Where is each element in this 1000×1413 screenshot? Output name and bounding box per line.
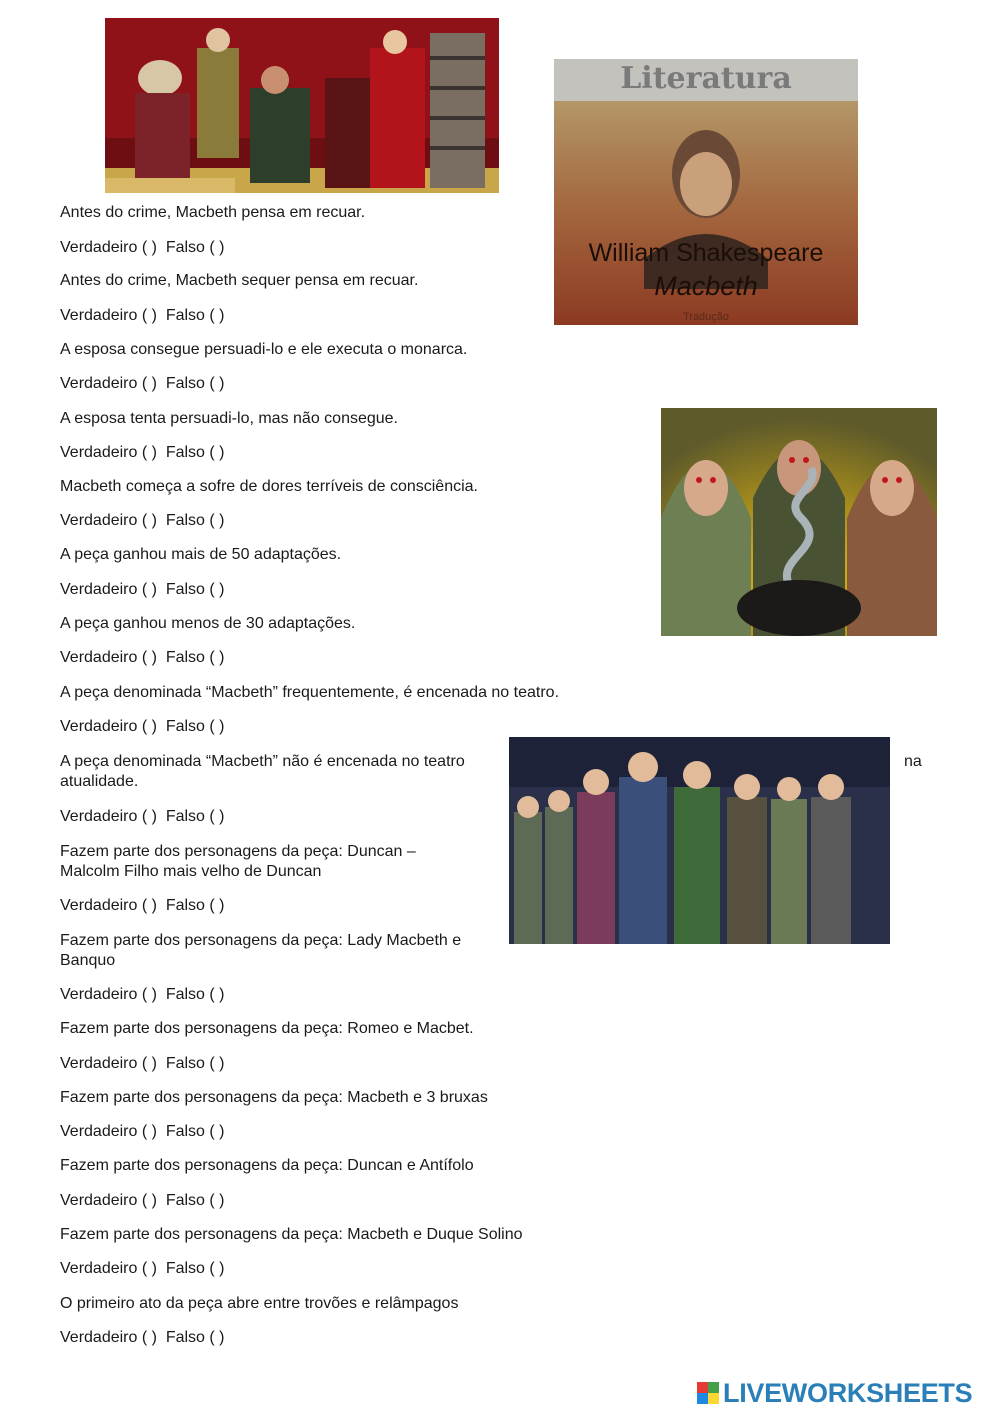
cover-footer-text: Tradução (682, 311, 730, 323)
question-statement: A peça denominada “Macbeth” não é encenada no teatro (60, 753, 465, 770)
question-answer-options[interactable]: Verdadeiro ( ) Falso ( ) (60, 718, 225, 735)
question-statement: Fazem parte dos personagens da peça: Lady Macbeth e (60, 932, 462, 949)
question-statement: Antes do crime, Macbeth sequer pensa em recuar. (60, 272, 419, 289)
question-answer-options[interactable]: Verdadeiro ( ) Falso ( ) (60, 897, 225, 914)
book-cover (554, 59, 858, 325)
question-statement: Fazem parte dos personagens da peça: Romeo e Macbet. (60, 1020, 474, 1037)
question-statement-line2: Banquo (60, 952, 116, 969)
cover-banner-text: Literatura (620, 61, 792, 96)
question-statement: Macbeth começa a sofre de dores terríveis de consciência. (60, 478, 478, 495)
question-statement-line2: Malcolm Filho mais velho de Duncan (60, 863, 322, 880)
liveworksheets-logo-icon (697, 1382, 719, 1404)
question-answer-options[interactable]: Verdadeiro ( ) Falso ( ) (60, 239, 225, 256)
question-answer-options[interactable]: Verdadeiro ( ) Falso ( ) (60, 1260, 225, 1277)
witches-illustration (661, 408, 937, 636)
question-statement: Fazem parte dos personagens da peça: Macbeth e Duque Solino (60, 1226, 523, 1243)
question-statement-end: na (904, 753, 922, 770)
question-statement: Fazem parte dos personagens da peça: Macbeth e 3 bruxas (60, 1089, 488, 1106)
theater-photo (105, 18, 499, 193)
question-statement: Fazem parte dos personagens da peça: Duncan e Antífolo (60, 1157, 474, 1174)
question-answer-options[interactable]: Verdadeiro ( ) Falso ( ) (60, 512, 225, 529)
question-answer-options[interactable]: Verdadeiro ( ) Falso ( ) (60, 1055, 225, 1072)
question-answer-options[interactable]: Verdadeiro ( ) Falso ( ) (60, 307, 225, 324)
question-answer-options[interactable]: Verdadeiro ( ) Falso ( ) (60, 1329, 225, 1346)
question-answer-options[interactable]: Verdadeiro ( ) Falso ( ) (60, 986, 225, 1003)
question-answer-options[interactable]: Verdadeiro ( ) Falso ( ) (60, 444, 225, 461)
question-answer-options[interactable]: Verdadeiro ( ) Falso ( ) (60, 581, 225, 598)
question-statement: A peça denominada “Macbeth” frequentemente, é encenada no teatro. (60, 684, 560, 701)
question-answer-options[interactable]: Verdadeiro ( ) Falso ( ) (60, 808, 225, 825)
question-answer-options[interactable]: Verdadeiro ( ) Falso ( ) (60, 649, 225, 666)
question-statement: A esposa tenta persuadi-lo, mas não consegue. (60, 410, 398, 427)
question-statement: O primeiro ato da peça abre entre trovões e relâmpagos (60, 1295, 459, 1312)
liveworksheets-logo-text: LIVEWORKSHEETS (723, 1377, 973, 1408)
characters-illustration (509, 737, 890, 944)
question-statement: Antes do crime, Macbeth pensa em recuar. (60, 204, 366, 221)
liveworksheets-logo[interactable] (697, 1376, 972, 1410)
question-statement-line2: atualidade. (60, 773, 139, 790)
question-statement: Fazem parte dos personagens da peça: Duncan – (60, 843, 416, 860)
question-statement: A esposa consegue persuadi-lo e ele executa o monarca. (60, 341, 468, 358)
question-statement: A peça ganhou menos de 30 adaptações. (60, 615, 356, 632)
question-answer-options[interactable]: Verdadeiro ( ) Falso ( ) (60, 1123, 225, 1140)
question-answer-options[interactable]: Verdadeiro ( ) Falso ( ) (60, 1192, 225, 1209)
question-answer-options[interactable]: Verdadeiro ( ) Falso ( ) (60, 375, 225, 392)
question-statement: A peça ganhou mais de 50 adaptações. (60, 546, 342, 563)
cover-title-text: Macbeth (654, 271, 758, 301)
cover-author-text: William Shakespeare (588, 239, 824, 267)
